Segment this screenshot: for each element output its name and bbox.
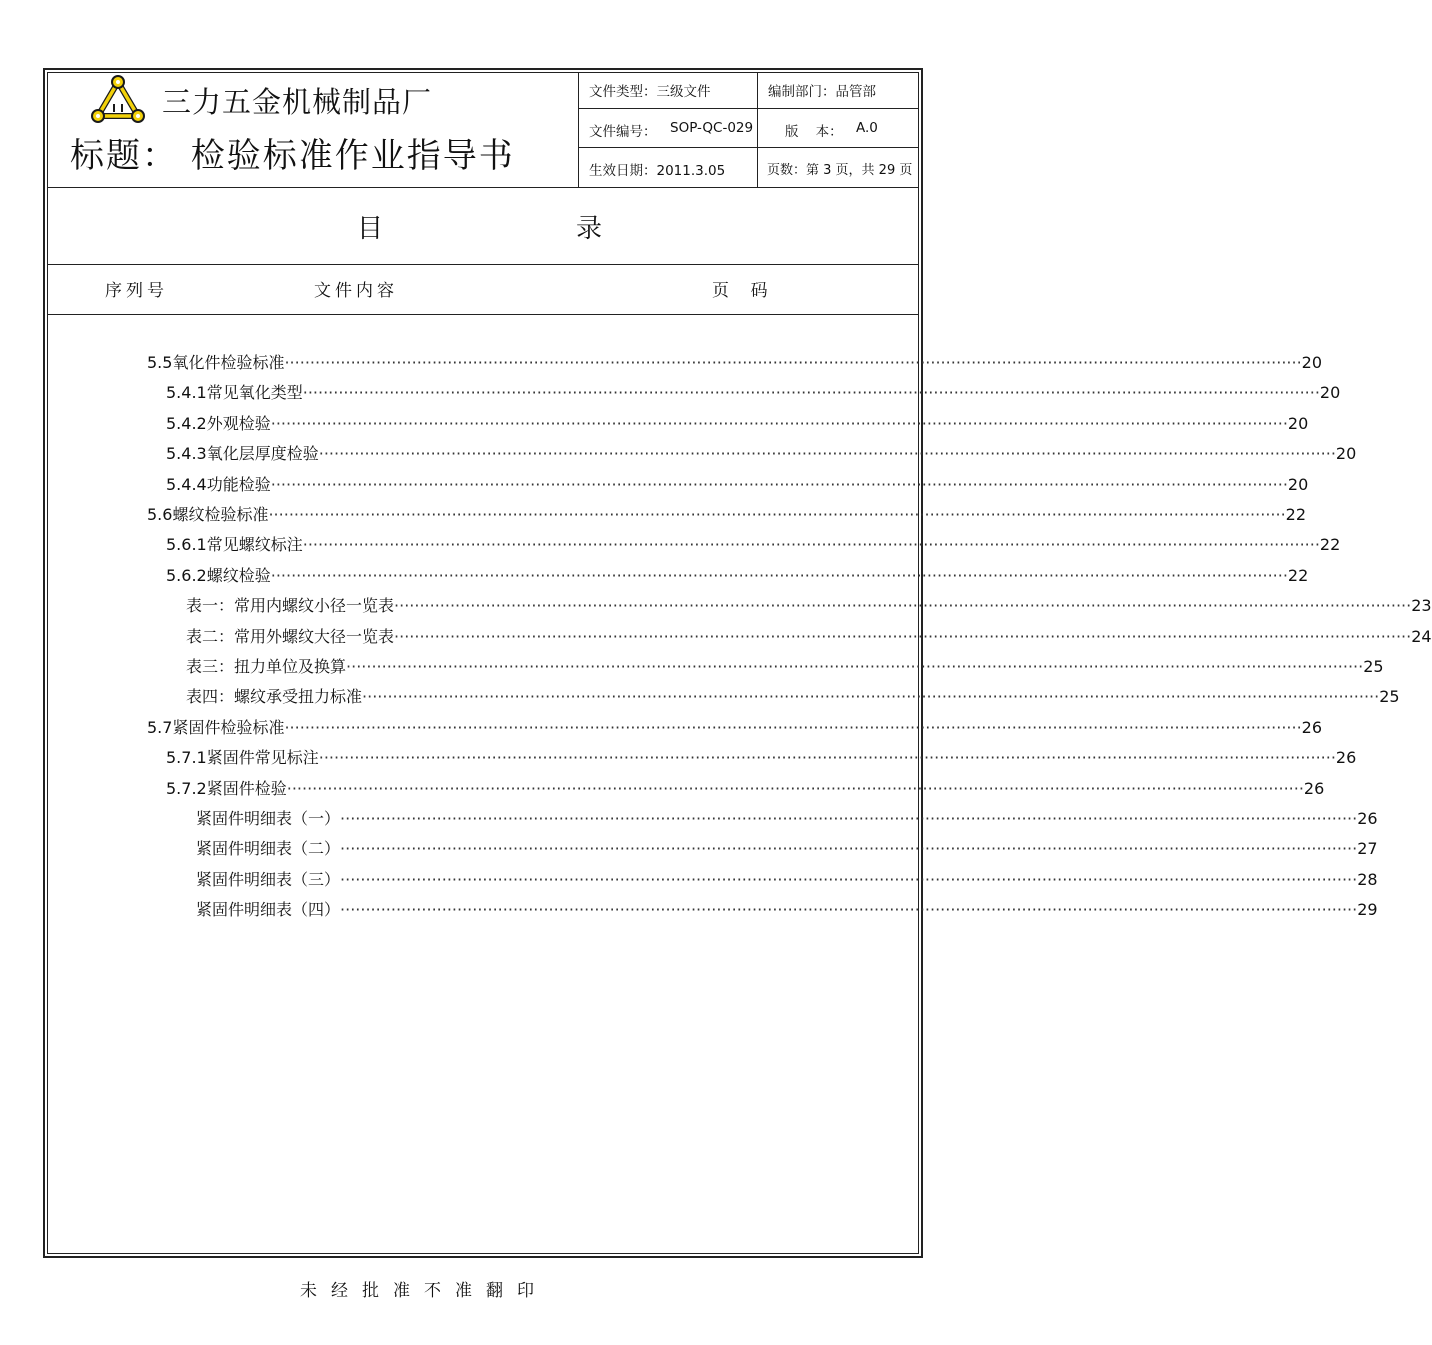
toc-entry-text: 紧固件明细表（三） <box>196 869 341 889</box>
effective-date: 生效日期：2011.3.05 <box>589 163 726 179</box>
toc-entry-number: 5.4.4 <box>166 474 207 494</box>
toc-leader-dots: ········································································································································································································ <box>268 505 1286 524</box>
version-label: 版 本： <box>785 124 843 140</box>
toc-entry-text: 螺纹检验标准 <box>172 505 269 524</box>
toc-entry-text: 表一：常用内螺纹小径一览表 <box>186 596 395 616</box>
toc-entry <box>186 593 1432 616</box>
toc-entry-text: 紧固件检验标准 <box>172 717 285 737</box>
toc-title-right: 录 <box>576 214 603 244</box>
toc-entry-number: 5.4.3 <box>166 444 207 464</box>
triangle-logo-icon <box>90 74 146 124</box>
toc-entry <box>166 745 1357 768</box>
toc-title-line <box>47 264 919 265</box>
company-logo <box>90 74 146 128</box>
toc-entry-number: 5.5 <box>147 353 173 372</box>
toc-entry-page: 27 <box>1357 839 1378 859</box>
toc-entry <box>166 472 1309 495</box>
toc-leader-dots: ········································································································································································································ <box>270 474 1288 494</box>
toc-entry <box>166 532 1341 555</box>
toc-entry <box>196 836 1378 859</box>
toc-entry-text: 氧化件检验标准 <box>172 353 285 372</box>
toc-leader-dots: ········································································································································································································ <box>302 383 1320 403</box>
company-name: 三力五金机械制品厂 <box>162 85 433 119</box>
toc-leader-dots: ········································································································································································································ <box>340 900 1358 920</box>
toc-entry-text: 表四：螺纹承受扭力标准 <box>186 687 363 707</box>
toc-entry <box>166 776 1325 799</box>
toc-entry-number: 5.6 <box>147 505 173 524</box>
toc-entry-number: 5.7 <box>147 717 173 737</box>
toc-entry-number: 5.7.1 <box>166 748 207 768</box>
toc-leader-dots: ········································································································································································································ <box>270 413 1288 433</box>
toc-entry-text: 氧化层厚度检验 <box>206 444 319 464</box>
toc-entry-text: 常见氧化类型 <box>206 383 303 403</box>
toc-entry-number: 5.7.2 <box>166 778 207 798</box>
toc-leader-dots: ········································································································································································································ <box>340 809 1358 828</box>
toc-entry-page: 26 <box>1303 778 1325 798</box>
col-head-content: 文件内容 <box>314 281 398 301</box>
toc-entry-page: 24 <box>1411 626 1432 646</box>
toc-entry-page: 22 <box>1319 535 1341 555</box>
meta-row-line-2 <box>578 147 919 148</box>
toc-entry-number: 5.4.2 <box>166 413 207 433</box>
document-title: 标题： 检验标准作业指导书 <box>70 136 515 176</box>
toc-leader-dots: ········································································································································································································ <box>340 869 1358 889</box>
toc-entry <box>196 867 1378 890</box>
version: A.0 <box>856 120 878 136</box>
toc-entry <box>196 897 1378 920</box>
toc-entry-text: 紧固件明细表（二） <box>196 839 341 859</box>
toc-entry-text: 紧固件检验 <box>206 778 287 798</box>
toc-entry <box>196 806 1378 829</box>
toc-entry-text: 表三：扭力单位及换算 <box>186 657 347 676</box>
toc-entry <box>186 684 1400 707</box>
toc-entry <box>166 441 1357 464</box>
col-head-seq: 序列号 <box>105 281 168 301</box>
toc-entry-page: 20 <box>1319 383 1341 403</box>
toc-entry-page: 25 <box>1379 687 1400 707</box>
toc-entry-page: 28 <box>1357 869 1378 889</box>
header-divider-1 <box>578 72 579 187</box>
doc-number-label: 文件编号： <box>589 124 657 140</box>
toc-entry-page: 26 <box>1357 809 1378 828</box>
toc-entry-text: 紧固件常见标注 <box>206 748 319 768</box>
toc-leader-dots: ········································································································································································································ <box>270 565 1288 585</box>
toc-entry-page: 20 <box>1335 444 1357 464</box>
col-head-page: 页 码 <box>712 281 768 301</box>
toc-entry-page: 26 <box>1335 748 1357 768</box>
col-head-line <box>47 314 919 315</box>
toc-entry-text: 螺纹检验 <box>206 565 271 585</box>
toc-entry <box>147 350 1323 373</box>
meta-row-line-1 <box>578 108 919 109</box>
toc-entry-page: 29 <box>1357 900 1378 920</box>
toc-leader-dots: ········································································································································································································ <box>286 778 1304 798</box>
toc-leader-dots: ········································································································································································································ <box>302 535 1320 555</box>
header-divider-2 <box>757 72 758 187</box>
toc-entry <box>147 715 1323 738</box>
toc-entry-page: 20 <box>1301 353 1323 372</box>
toc-entry-text: 外观检验 <box>206 413 271 433</box>
toc-entry <box>166 411 1309 434</box>
toc-leader-dots: ········································································································································································································ <box>318 444 1336 464</box>
toc-entry <box>166 563 1309 586</box>
toc-entry-number: 5.6.2 <box>166 565 207 585</box>
toc-leader-dots: ········································································································································································································ <box>340 839 1358 859</box>
toc-leader-dots: ········································································································································································································ <box>394 626 1412 646</box>
toc-entry <box>166 380 1341 403</box>
toc-entry <box>186 624 1432 647</box>
toc-entry-page: 23 <box>1411 596 1432 616</box>
toc-entry <box>147 502 1307 525</box>
toc-title-left: 目 <box>357 214 384 244</box>
doc-type: 文件类型：三级文件 <box>589 84 711 100</box>
toc-entry-page: 20 <box>1287 413 1309 433</box>
toc-entry-text: 功能检验 <box>206 474 271 494</box>
toc-entry-number: 5.6.1 <box>166 535 207 555</box>
toc-entry-page: 20 <box>1287 474 1309 494</box>
toc-entry-text: 紧固件明细表（四） <box>196 900 341 920</box>
toc-entry-page: 25 <box>1363 657 1384 676</box>
toc-leader-dots: ········································································································································································································ <box>394 596 1412 616</box>
department: 编制部门：品管部 <box>768 84 876 100</box>
toc-entry-number: 5.4.1 <box>166 383 207 403</box>
toc-leader-dots: ········································································································································································································ <box>346 657 1364 676</box>
toc-entry-page: 22 <box>1287 565 1309 585</box>
toc-entry-text: 常见螺纹标注 <box>206 535 303 555</box>
toc-entry <box>186 654 1384 677</box>
toc-leader-dots: ········································································································································································································ <box>284 353 1302 372</box>
toc-entry-page: 26 <box>1301 717 1323 737</box>
toc-leader-dots: ········································································································································································································ <box>362 687 1380 707</box>
doc-number: SOP-QC-029 <box>670 120 754 136</box>
page-info: 页数：第 3 页，共 29 页 <box>767 163 913 178</box>
toc-entry-page: 22 <box>1285 505 1307 524</box>
header-bottom-line <box>47 187 919 188</box>
footer-notice: 未经批准不准翻印 <box>300 1281 548 1301</box>
toc-entry-text: 紧固件明细表（一） <box>196 809 341 828</box>
toc-leader-dots: ········································································································································································································ <box>318 748 1336 768</box>
toc-leader-dots: ········································································································································································································ <box>284 717 1302 737</box>
toc-entry-text: 表二：常用外螺纹大径一览表 <box>186 626 395 646</box>
